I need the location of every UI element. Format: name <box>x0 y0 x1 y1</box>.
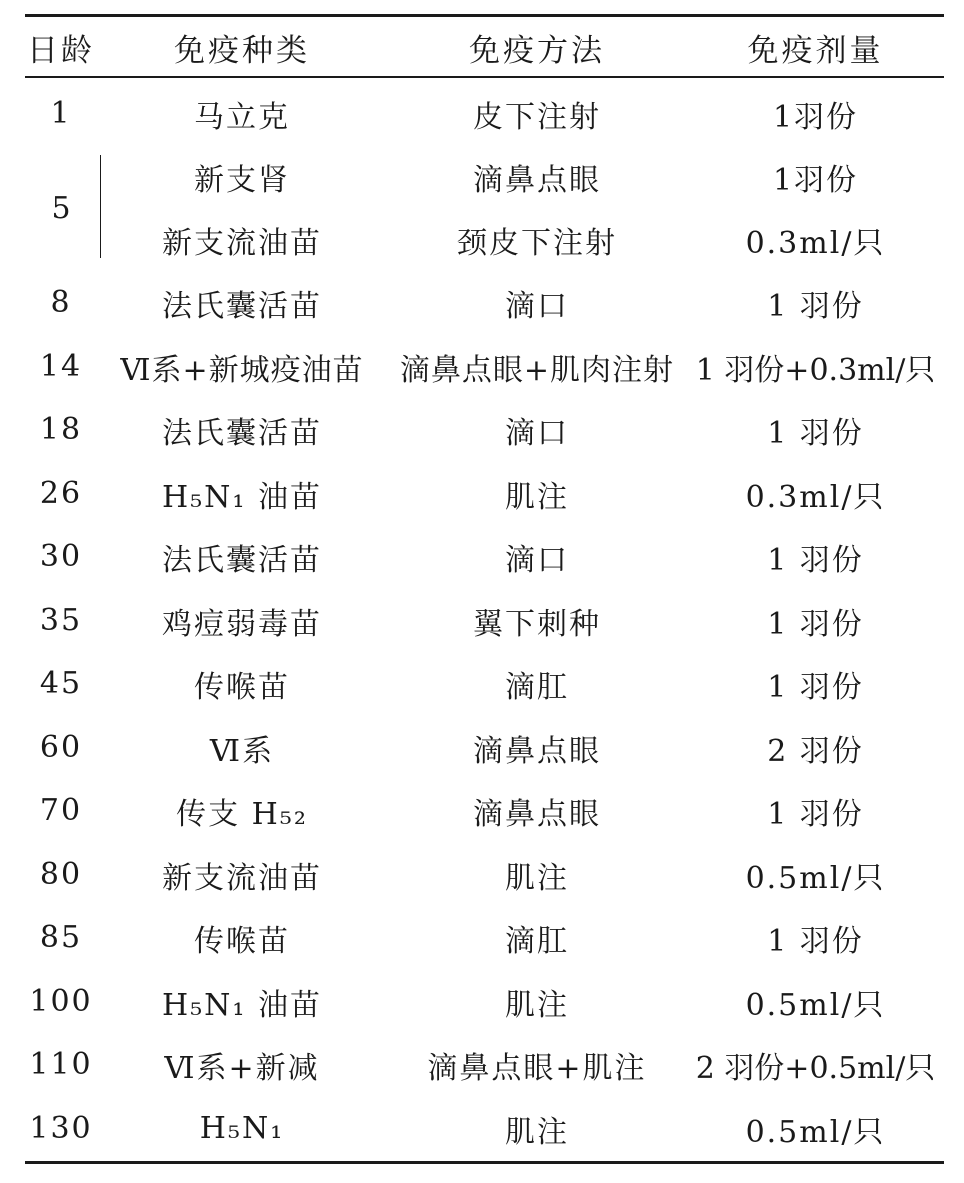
method-cell: 滴肛 <box>505 669 569 705</box>
day-cell: 110 <box>29 1047 93 1082</box>
dose-cell: 0.5ml/只 <box>745 860 886 896</box>
table-row <box>25 208 944 271</box>
day-cell: 45 <box>39 666 83 701</box>
method-cell: 肌注 <box>505 860 569 896</box>
day-cell: 60 <box>39 730 83 765</box>
table-row <box>25 525 944 588</box>
vaccine-type-cell: 传喉苗 <box>194 923 290 959</box>
day-cell: 8 <box>50 285 72 320</box>
dose-cell: 1羽份 <box>772 162 859 198</box>
vaccine-type-cell: 传喉苗 <box>194 669 290 705</box>
table-row <box>25 1097 944 1160</box>
vaccine-type-cell: H₅N₁ 油苗 <box>161 479 322 515</box>
method-cell: 滴口 <box>505 415 569 451</box>
dose-cell: 0.5ml/只 <box>745 987 886 1023</box>
dose-cell: 1 羽份+0.3ml/只 <box>695 352 936 388</box>
vaccine-type-cell: Ⅵ系+新减 <box>164 1050 320 1086</box>
method-cell: 滴口 <box>505 542 569 578</box>
table-row <box>25 779 944 842</box>
vaccine-type-cell: 法氏囊活苗 <box>162 415 322 451</box>
table-row <box>25 1033 944 1096</box>
vaccine-type-cell: 鸡痘弱毒苗 <box>162 606 322 642</box>
vaccine-type-cell: Ⅵ系+新城疫油苗 <box>120 352 364 388</box>
method-cell: 皮下注射 <box>473 99 601 135</box>
dose-cell: 1羽份 <box>772 99 859 135</box>
table-header-row <box>25 16 944 79</box>
dose-cell: 1 羽份 <box>767 796 864 832</box>
table-row <box>25 906 944 969</box>
dose-cell: 1 羽份 <box>767 669 864 705</box>
vaccine-type-cell: 传支 H₅₂ <box>176 796 308 832</box>
dose-cell: 1 羽份 <box>767 606 864 642</box>
table-row <box>25 82 944 145</box>
vaccine-type-cell: 新支流油苗 <box>162 225 322 261</box>
table-row <box>25 970 944 1033</box>
dose-cell: 0.3ml/只 <box>745 225 886 261</box>
dose-cell: 1 羽份 <box>767 415 864 451</box>
method-cell: 滴口 <box>505 288 569 324</box>
day-cell: 1 <box>50 96 72 131</box>
header-dose: 免疫剂量 <box>747 33 884 69</box>
vaccine-type-cell: 法氏囊活苗 <box>162 288 322 324</box>
header-vaccine-type: 免疫种类 <box>174 33 310 69</box>
header-day-age: 日龄 <box>27 33 95 69</box>
method-cell: 滴鼻点眼 <box>473 162 601 198</box>
vaccine-type-cell: 新支肾 <box>194 162 290 198</box>
day-cell: 18 <box>39 412 83 447</box>
day-cell: 30 <box>39 539 83 574</box>
day-cell: 80 <box>39 857 83 892</box>
table-row <box>25 462 944 525</box>
method-cell: 颈皮下注射 <box>457 225 617 261</box>
table-row <box>25 271 944 334</box>
method-cell: 滴鼻点眼+肌注 <box>427 1050 647 1086</box>
dose-cell: 0.5ml/只 <box>745 1114 886 1150</box>
day-cell: 35 <box>39 603 83 638</box>
day-cell-spacer <box>25 208 97 271</box>
table-row <box>25 589 944 652</box>
dose-cell: 1 羽份 <box>767 288 864 324</box>
day-cell: 85 <box>39 920 83 955</box>
vaccine-type-cell: H₅N₁ <box>199 1111 285 1146</box>
vaccine-type-cell: 马立克 <box>194 99 290 135</box>
table-row <box>25 335 944 398</box>
vaccine-type-cell: H₅N₁ 油苗 <box>161 987 322 1023</box>
method-cell: 肌注 <box>505 1114 569 1150</box>
method-cell: 滴鼻点眼+肌肉注射 <box>399 352 675 388</box>
day-cell: 26 <box>39 476 83 511</box>
dose-cell: 0.3ml/只 <box>745 479 886 515</box>
table-row <box>25 652 944 715</box>
method-cell: 滴鼻点眼 <box>473 733 601 769</box>
vaccine-type-cell: Ⅵ系 <box>209 733 275 769</box>
dose-cell: 1 羽份 <box>767 923 864 959</box>
dose-cell: 2 羽份 <box>767 733 864 769</box>
day-cell: 100 <box>29 984 93 1019</box>
dose-cell: 1 羽份 <box>767 542 864 578</box>
day-cell: 70 <box>39 793 83 828</box>
vaccine-type-cell: 新支流油苗 <box>162 860 322 896</box>
day-cell: 14 <box>39 349 83 384</box>
vaccine-type-cell: 法氏囊活苗 <box>162 542 322 578</box>
dose-cell: 2 羽份+0.5ml/只 <box>695 1050 936 1086</box>
table-row <box>25 145 944 208</box>
table-row <box>25 716 944 779</box>
method-cell: 滴鼻点眼 <box>473 796 601 832</box>
method-cell: 翼下刺种 <box>473 606 601 642</box>
method-cell: 肌注 <box>505 479 569 515</box>
header-method: 免疫方法 <box>469 33 605 69</box>
table-bottom-rule <box>25 1161 944 1164</box>
method-cell: 滴肛 <box>505 923 569 959</box>
day-cell-spacer <box>25 145 97 208</box>
day-cell-merged: 5 <box>51 190 71 226</box>
day-cell: 130 <box>29 1111 93 1146</box>
table-row <box>25 398 944 461</box>
table-row <box>25 843 944 906</box>
method-cell: 肌注 <box>505 987 569 1023</box>
